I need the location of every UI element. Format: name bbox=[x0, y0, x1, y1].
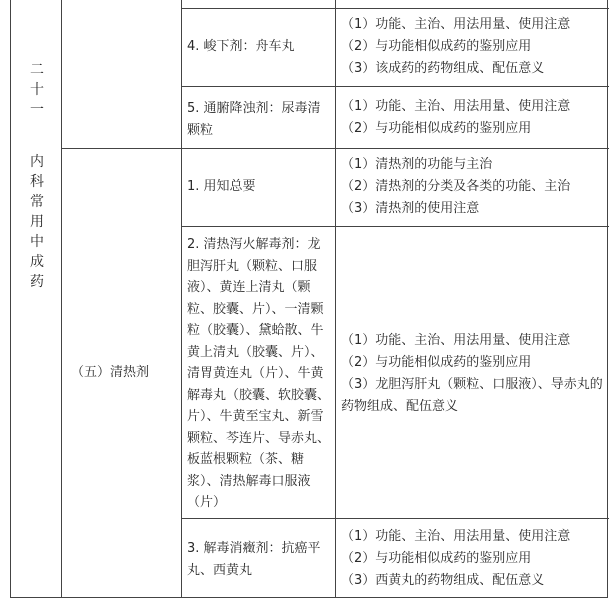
chapter-title: 内科常用中成药 bbox=[30, 154, 44, 290]
objective-item: （1）功能、主治、用法用量、使用注意 bbox=[341, 333, 571, 348]
topic-cell: 4. 峻下剂：舟车丸 bbox=[187, 39, 295, 54]
row-line bbox=[181, 226, 609, 227]
row-line bbox=[181, 518, 609, 519]
col-divider-3 bbox=[335, 0, 336, 597]
objectives-cell bbox=[341, 330, 605, 418]
objective-item: （2）与功能相似成药的鉴别应用 bbox=[341, 39, 532, 54]
objective-item: （2）与功能相似成药的鉴别应用 bbox=[341, 551, 532, 566]
objective-item: （1）功能、主治、用法用量、使用注意 bbox=[341, 99, 571, 114]
section-label: （五）清热剂 bbox=[71, 365, 150, 380]
objectives-cell bbox=[341, 14, 605, 80]
topic-cell: 3. 解毒消癥剂：抗癌平丸、西黄丸 bbox=[187, 541, 321, 578]
topic-text: 5. 通腑降浊剂：尿毒清颗粒 bbox=[187, 101, 321, 138]
objective-item: （2）与功能相似成药的鉴别应用 bbox=[341, 355, 532, 370]
section-line bbox=[61, 148, 609, 149]
objectives-cell bbox=[341, 526, 605, 592]
objective-item: （2）清热剂的分类及各类的功能、主治 bbox=[341, 179, 571, 194]
syllabus-table bbox=[10, 0, 608, 598]
objective-item: （1）功能、主治、用法用量、使用注意 bbox=[341, 529, 571, 544]
topic-cell bbox=[187, 98, 331, 142]
col-divider-1 bbox=[61, 0, 62, 597]
chapter-number: 二十一 bbox=[30, 62, 44, 118]
topic-cell: 2. 清热泻火解毒剂：龙胆泻肝丸（颗粒、口服液）、黄连上清丸（颗粒、胶囊、片）、一清颗粒（胶囊）、黛蛤散、牛黄上清丸（胶囊、片）、清胃黄连丸（片）、牛黄解毒丸（胶囊、软胶囊、片）、牛黄至宝丸、新雪颗粒、芩连片、导赤丸、板蓝根颗粒（茶、糖浆）、清热解毒口服液（片） bbox=[187, 237, 331, 510]
objective-item: （1）功能、主治、用法用量、使用注意 bbox=[341, 17, 571, 32]
topic-cell: 1. 用知总要 bbox=[187, 179, 256, 194]
row-line bbox=[181, 86, 609, 87]
objective-item: （1）清热剂的功能与主治 bbox=[341, 157, 493, 172]
col-divider-2 bbox=[181, 0, 182, 597]
objective-item: （3）龙胆泻肝丸（颗粒、口服液）、导赤丸的药物组成、配伍意义 bbox=[341, 377, 603, 414]
objective-item: （3）清热剂的使用注意 bbox=[341, 201, 480, 216]
objectives-cell bbox=[341, 96, 605, 140]
objective-item: （2）与功能相似成药的鉴别应用 bbox=[341, 121, 532, 136]
objective-item: （3）该成药的药物组成、配伍意义 bbox=[341, 61, 545, 76]
objectives-cell bbox=[341, 154, 605, 220]
objective-item: （3）西黄丸的药物组成、配伍意义 bbox=[341, 573, 545, 588]
row-line bbox=[181, 8, 609, 9]
